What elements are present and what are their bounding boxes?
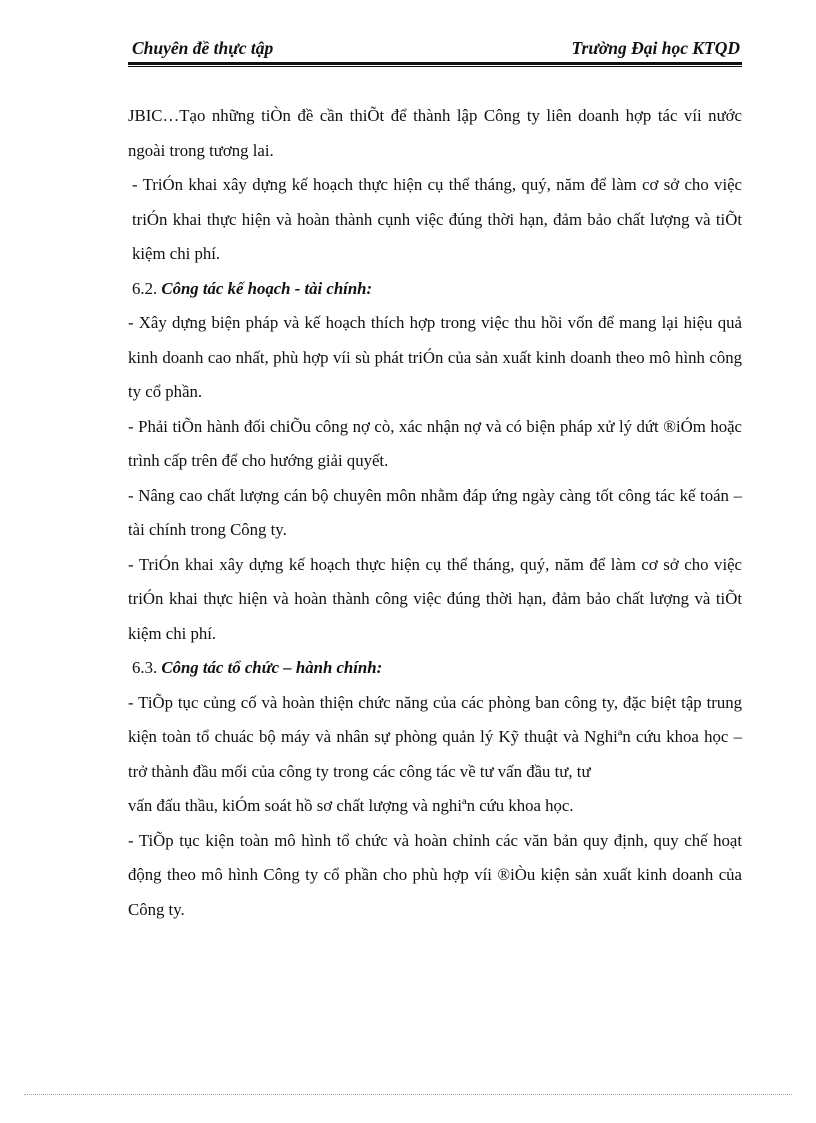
paragraph: - TiÕp tục củng cố và hoàn thiện chức năng của các phòng ban công ty, đặc biệt tập trung kiện toàn tổ chuác bộ máy và nhân sự phòng quản lý Kỹ thuật và Nghiªn cứu khoa học – trở thành đầu mối của công ty trong các công tác về tư vấn đầu tư, tư [128, 692, 742, 781]
paragraph: - Phải tiÕn hành đối chiÕu công nợ cò, xác nhận nợ và có biện pháp xử lý dứt ®iÓm hoặc trình cấp trên để cho hướng giải quyết. [128, 416, 742, 470]
paragraph: - TriÓn khai xây dựng kế hoạch thực hiện cụ thể tháng, quý, năm để làm cơ sở cho việc triÓn khai thực hiện và hoàn thành cụnh việc đúng thời hạn, đảm bảo chất lượng và tiÕt kiệm chi phí. [132, 175, 742, 263]
header-left-title: Chuyên đề thực tập [132, 38, 274, 58]
paragraph: - Nâng cao chất lượng cán bộ chuyên môn nhằm đáp ứng ngày càng tốt công tác kế toán – tài chính trong Công ty. [128, 485, 742, 539]
header-rule [128, 62, 742, 65]
paragraph: vấn đấu thầu, kiÓm soát hồ sơ chất lượng và nghiªn cứu khoa học. [128, 796, 574, 815]
paragraph: JBIC…Tạo những tiÒn đề cần thiÕt để thành lập Công ty liên doanh hợp tác víi nước ngoài trong tương lai. [128, 106, 742, 160]
page-header [128, 38, 742, 64]
section-number: 6.3. [132, 658, 158, 677]
paragraph: - TriÓn khai xây dựng kế hoạch thực hiện cụ thể tháng, quý, năm để làm cơ sở cho việc triÓn khai thực hiện và hoàn thành công việc đúng thời hạn, đảm bảo chất lượng và tiÕt kiệm chi phí. [128, 554, 742, 643]
header-rule-thin [128, 66, 742, 67]
paragraph: - TiÕp tục kiện toàn mô hình tổ chức và hoàn chỉnh các văn bản quy định, quy chế hoạt động theo mô hình Công ty cổ phần cho phù hợp víi ®iÒu kiện sản xuất kinh doanh của Công ty. [128, 830, 742, 919]
section-title: Công tác kế hoạch - tài chính: [161, 278, 373, 298]
section-title: Công tác tổ chức – hành chính: [161, 658, 383, 677]
section-number: 6.2. [132, 278, 158, 298]
section-heading-6-2 [128, 272, 742, 307]
section-heading-6-3 [128, 651, 742, 686]
header-right-title: Trường Đại học KTQD [571, 38, 740, 58]
document-body [128, 99, 742, 927]
paragraph: - Xây dựng biện pháp và kế hoạch thích hợp trong việc thu hồi vốn để mang lại hiệu quả kinh doanh cao nhất, phù hợp víi sù phát triÓn của sản xuất kinh doanh theo mô hình công ty cổ phần. [128, 313, 742, 401]
footer-rule [24, 1094, 792, 1095]
